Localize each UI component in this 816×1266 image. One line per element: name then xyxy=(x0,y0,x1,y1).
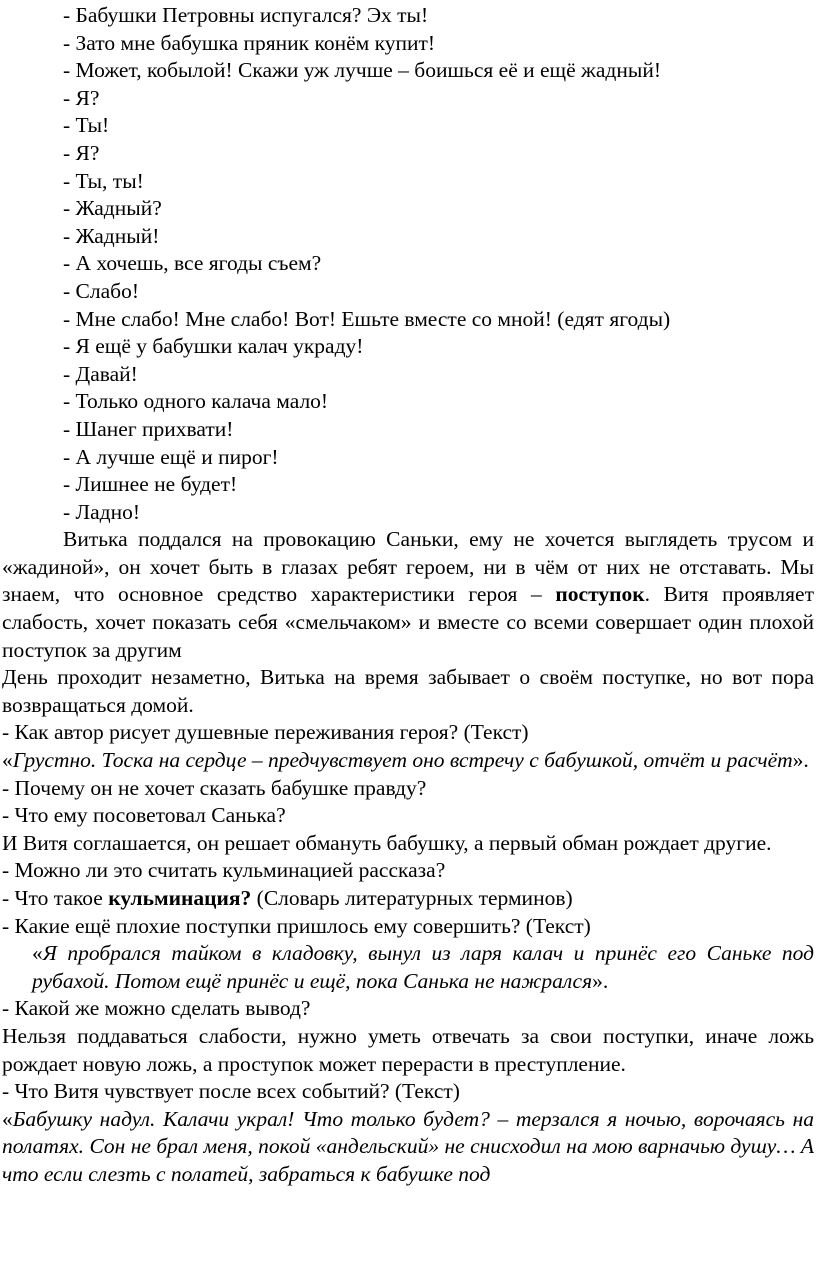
dialogue-line: - Я? xyxy=(63,140,100,165)
paragraph: Нельзя поддаваться слабости, нужно уметь отвечать за свои поступки, иначе ложь рождает новую ложь, а проступок может перерасти в преступление. xyxy=(2,1023,814,1076)
question xyxy=(2,885,814,913)
bold-term: кульминация? xyxy=(108,886,252,910)
bold-term: поступок xyxy=(555,582,645,607)
question: - Можно ли это считать кульминацией рассказа? xyxy=(2,858,446,883)
paragraph-text: Витька поддался на провокацию Саньки, ему не хочется выглядеть трусом и «жадиной», он хочет быть в глазах ребят героем, ни в чём от них не отставать. Мы знаем, что основное средство характеристики героя – xyxy=(2,527,814,607)
question: - Почему он не хочет сказать бабушке правду? xyxy=(2,775,427,800)
question: - Как автор рисует душевные переживания героя? (Текст) xyxy=(2,720,529,745)
dialogue-line: - Зато мне бабушка пряник конём купит! xyxy=(63,30,436,55)
quote-mark: « xyxy=(2,748,13,773)
question: - Какие ещё плохие поступки пришлось ему совершить? (Текст) xyxy=(2,913,591,938)
dialogue-line: - Давай! xyxy=(63,361,138,386)
dialogue-line: - Только одного калача мало! xyxy=(63,389,329,414)
dialogue-line: - Ты! xyxy=(63,113,110,138)
dialogue-line: - Может, кобылой! Скажи уж лучше – боишься её и ещё жадный! xyxy=(63,58,661,83)
quote-mark: « xyxy=(2,1106,13,1131)
question-text: - Что такое xyxy=(2,886,109,910)
quote-text: Я пробрался тайком в кладовку, вынул из ларя калач и принёс его Саньке под рубахой. Потом ещё принёс и ещё, пока Санька не нажрался xyxy=(32,941,814,993)
dialogue-line: - Слабо! xyxy=(63,278,139,303)
dialogue-line: - Я ещё у бабушки калач украду! xyxy=(63,334,364,359)
quote-text: Бабушку надул. Калачи украл! Что только будет? – терзался я ночью, ворочаясь на полатях. Сон не брал меня, покой «андельский» не снисходил на мою варначью душу… А что если слезть с полатей, забраться к бабушке под xyxy=(2,1106,814,1186)
paragraph: И Витя соглашается, он решает обмануть бабушку, а первый обман рождает другие. xyxy=(2,830,772,855)
quote xyxy=(2,1106,814,1189)
quote-mark: « xyxy=(32,941,43,966)
analysis-paragraph xyxy=(2,526,814,664)
question: - Что ему посоветовал Санька? xyxy=(2,803,286,828)
dialogue-line: - А хочешь, все ягоды съем? xyxy=(63,251,322,276)
dialogue-line: - Я? xyxy=(63,85,100,110)
quote-text: Грустно. Тоска на сердце – предчувствует оно встречу с бабушкой, отчёт и расчёт xyxy=(12,748,793,773)
dialogue-line: - А лучше ещё и пирог! xyxy=(63,444,279,469)
dialogue-block xyxy=(2,2,814,526)
question: - Какой же можно сделать вывод? xyxy=(2,996,311,1021)
quote xyxy=(2,940,814,995)
dialogue-line: - Лишнее не будет! xyxy=(63,472,238,497)
paragraph-text: . Витя проявляет слабость, хочет показать себя «смельчаком» и вместе со всеми совершает один плохой поступок за другим xyxy=(2,582,814,662)
dialogue-line: - Ты, ты! xyxy=(63,168,144,193)
dialogue-line: - Жадный! xyxy=(63,223,160,248)
dialogue-line: - Шанег прихвати! xyxy=(63,416,234,441)
question: - Что Витя чувствует после всех событий? (Текст) xyxy=(2,1079,460,1104)
question-text: (Словарь литературных терминов) xyxy=(251,886,573,910)
quote xyxy=(2,747,814,775)
dialogue-line: - Ладно! xyxy=(63,499,141,524)
quote-mark: ». xyxy=(592,968,609,993)
quote-mark: ». xyxy=(792,748,809,773)
dialogue-line: - Бабушки Петровны испугался? Эх ты! xyxy=(63,3,429,27)
dialogue-line: - Жадный? xyxy=(63,196,162,221)
paragraph: День проходит незаметно, Витька на время забывает о своём поступке, но вот пора возвращаться домой. xyxy=(2,665,814,717)
dialogue-line: - Мне слабо! Мне слабо! Вот! Ешьте вместе со мной! (едят ягоды) xyxy=(63,306,671,331)
